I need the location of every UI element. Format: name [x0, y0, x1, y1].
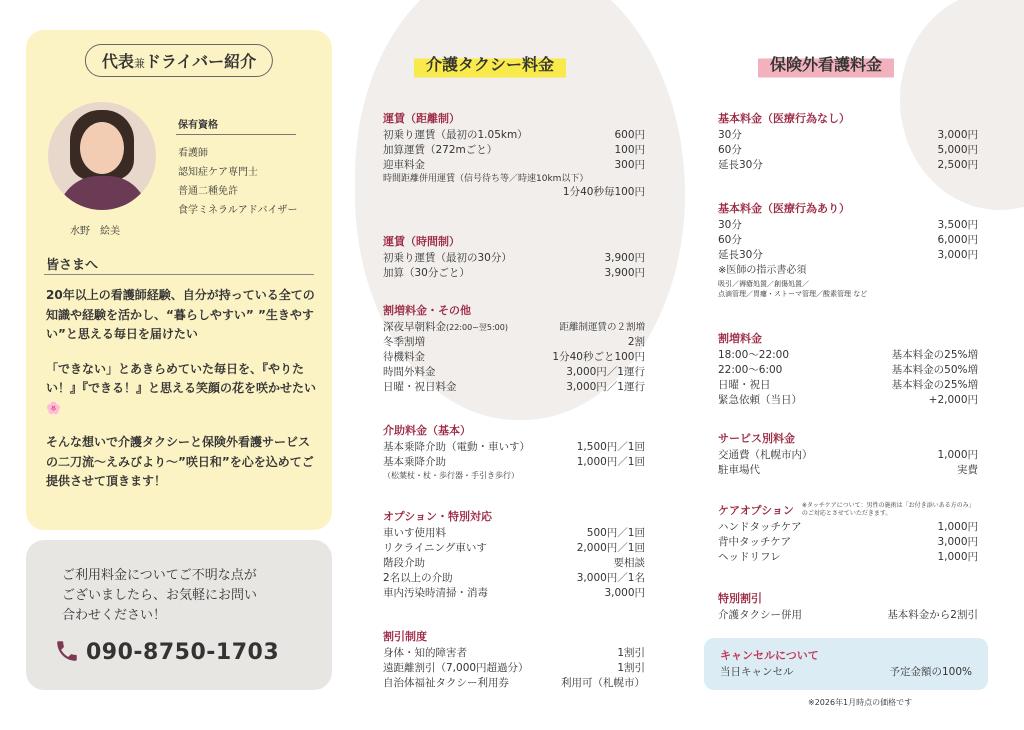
price-row: 介護タクシー併用 基本料金から2割引: [718, 609, 978, 621]
nursing-care-section: [718, 502, 978, 565]
taxi-title: 介護タクシー料金: [414, 46, 566, 81]
price-row: 階段介助 要相談: [383, 557, 645, 569]
price-row: 背中タッチケア 3,000円: [718, 536, 978, 548]
phone-icon: [54, 638, 80, 670]
price-row: 自治体福祉タクシー利用券 利用可（札幌市）: [383, 677, 645, 689]
greeting-heading: 皆さまへ: [46, 258, 99, 273]
section-heading: 割増料金・その他: [383, 304, 471, 317]
contact-line: ございましたら、お気軽にお問い: [62, 588, 258, 603]
section-heading: 割増料金: [718, 332, 762, 345]
price-row: 駐車場代 実費: [718, 464, 978, 476]
divider: [176, 134, 296, 135]
qualification-item: 食学ミネラルアドバイザー: [178, 205, 298, 216]
phone-number[interactable]: 090-8750-1703: [86, 640, 280, 665]
price-row: 加算（30分ごと） 3,900円: [383, 267, 645, 279]
taxi-time-section: [383, 233, 645, 281]
greeting-body: [46, 286, 318, 507]
price-note: 点滴管理／胃瘻・ストーマ管理／酸素管理 など: [718, 290, 868, 298]
nursing-title: 保険外看護料金: [758, 46, 894, 81]
section-heading: 運賃（距離制）: [383, 112, 460, 125]
price-row: 車内汚染時清掃・消毒 3,000円: [383, 587, 645, 599]
price-row: 30分 3,500円: [718, 219, 978, 231]
greeting-paragraph: 「できない」とあきらめていた毎日を、『やりたい！』『できる！』と思える笑顔の花を咲かせたい🌸: [46, 361, 317, 415]
taxi-assist-section: [383, 422, 645, 482]
section-heading: サービス別料金: [718, 432, 795, 445]
price-row: 車いす使用料 500円／1回: [383, 527, 645, 539]
price-row: 緊急依頼（当日） +2,000円: [718, 394, 978, 406]
nursing-special-section: [718, 590, 978, 623]
price-row: 1分40秒毎100円: [562, 186, 645, 198]
price-row: 交通費（札幌市内） 1,000円: [718, 449, 978, 461]
price-row: ハンドタッチケア 1,000円: [718, 521, 978, 533]
price-row: 身体・知的障害者 1割引: [383, 647, 645, 659]
nursing-basic-yes-section: [718, 200, 978, 299]
price-row: リクライニング車いす 2,000円／1回: [383, 542, 645, 554]
section-heading: キャンセルについて: [720, 649, 819, 662]
price-row: 冬季割増 2割: [383, 336, 645, 348]
section-heading: 特別割引: [718, 592, 762, 605]
divider: [44, 274, 314, 275]
price-row: 初乗り運賃（最初の1.05km） 600円: [383, 129, 645, 141]
price-row: 迎車料金 300円: [383, 159, 645, 171]
qualification-list: [178, 144, 298, 220]
price-note: ※医師の指示書必須: [718, 265, 807, 276]
price-row: 待機料金 1分40秒ごと100円: [383, 351, 645, 363]
contact-line: ご利用料金についてご不明な点が: [62, 568, 257, 583]
section-heading: オプション・特別対応: [383, 510, 493, 523]
price-row: 18:00～22:00 基本料金の25%増: [718, 349, 978, 361]
contact-message: [62, 566, 257, 626]
price-row: 遠距離割引（7,000円超過分） 1割引: [383, 662, 645, 674]
price-row: 当日キャンセル 予定金額の100%: [720, 666, 972, 678]
price-note: （松葉杖・杖・歩行器・手引き歩行）: [383, 471, 519, 480]
qualification-heading: 保有資格: [178, 120, 218, 131]
greeting-paragraph: そんな想いで介護タクシーと保険外看護サービスの二刀流～えみびより～”咲日和”を心を込めてご提供させて頂きます！: [46, 435, 314, 488]
footnote: ※2026年1月時点の価格です: [808, 698, 913, 707]
avatar: [48, 102, 156, 210]
qualification-item: 普通二種免許: [178, 186, 238, 197]
price-row: 基本乗降介助（電動・車いす） 1,500円／1回: [383, 441, 645, 453]
price-row: 日曜・祝日 基本料金の25%増: [718, 379, 978, 391]
section-heading: 基本料金（医療行為なし）: [718, 112, 850, 125]
price-row: 22:00～6:00 基本料金の50%増: [718, 364, 978, 376]
section-heading: 運賃（時間制）: [383, 235, 460, 248]
contact-line: 合わせください！: [62, 608, 167, 623]
price-row: 時間外料金 3,000円／1運行: [383, 366, 645, 378]
greeting-paragraph: 20年以上の看護師経験、自分が持っている全ての知識や経験を活かし、“暮らしやすい” ”生きやすい”と思える毎日を届けたい: [46, 288, 315, 341]
qualification-item: 認知症ケア専門士: [178, 167, 258, 178]
price-row: 60分 5,000円: [718, 144, 978, 156]
price-note: 時間距離併用運賃（信号待ち等／時速10km以下）: [383, 174, 589, 184]
price-row: ヘッドリフレ 1,000円: [718, 551, 978, 563]
background-shape-right: [900, 0, 1024, 210]
section-heading: 割引制度: [383, 630, 427, 643]
taxi-discount-section: [383, 628, 645, 691]
profile-card: [26, 30, 332, 530]
section-heading: 介助料金（基本）: [383, 424, 471, 437]
price-note: ※タッチケアについて：男性の施術は「お付き添いある方のみ」のご対応とさせていただきます。: [801, 502, 975, 517]
price-row: 日曜・祝日料金 3,000円／1運行: [383, 381, 645, 393]
price-row: 2名以上の介助 3,000円／1名: [383, 572, 645, 584]
price-row: 延長30分 2,500円: [718, 159, 978, 171]
price-note: 吸引／褥瘡処置／創傷処置／: [718, 280, 809, 288]
contact-card: [26, 540, 332, 690]
nursing-surcharge-section: [718, 330, 978, 408]
qualification-item: 看護師: [178, 148, 208, 159]
price-row: 延長30分 3,000円: [718, 249, 978, 261]
section-heading: 基本料金（医療行為あり）: [718, 202, 850, 215]
price-row: 加算運賃（272mごと） 100円: [383, 144, 645, 156]
section-heading: ケアオプション: [718, 504, 794, 517]
cancel-box: [704, 638, 988, 690]
driver-name: 水野 絵美: [70, 226, 120, 237]
price-row: 60分 6,000円: [718, 234, 978, 246]
price-row: 初乗り運賃（最初の30分） 3,900円: [383, 252, 645, 264]
price-row: 基本乗降介助 1,000円／1回: [383, 456, 645, 468]
profile-title: 代表兼ドライバー紹介: [85, 44, 273, 77]
price-row: 深夜早朝料金(22:00~翌5:00) 距離制運賃の２割増: [383, 321, 645, 333]
taxi-distance-section: [383, 110, 645, 200]
price-row: 30分 3,000円: [718, 129, 978, 141]
taxi-options-section: [383, 508, 645, 601]
nursing-service-section: [718, 430, 978, 478]
nursing-basic-no-section: [718, 110, 978, 173]
taxi-surcharge-section: [383, 302, 645, 395]
